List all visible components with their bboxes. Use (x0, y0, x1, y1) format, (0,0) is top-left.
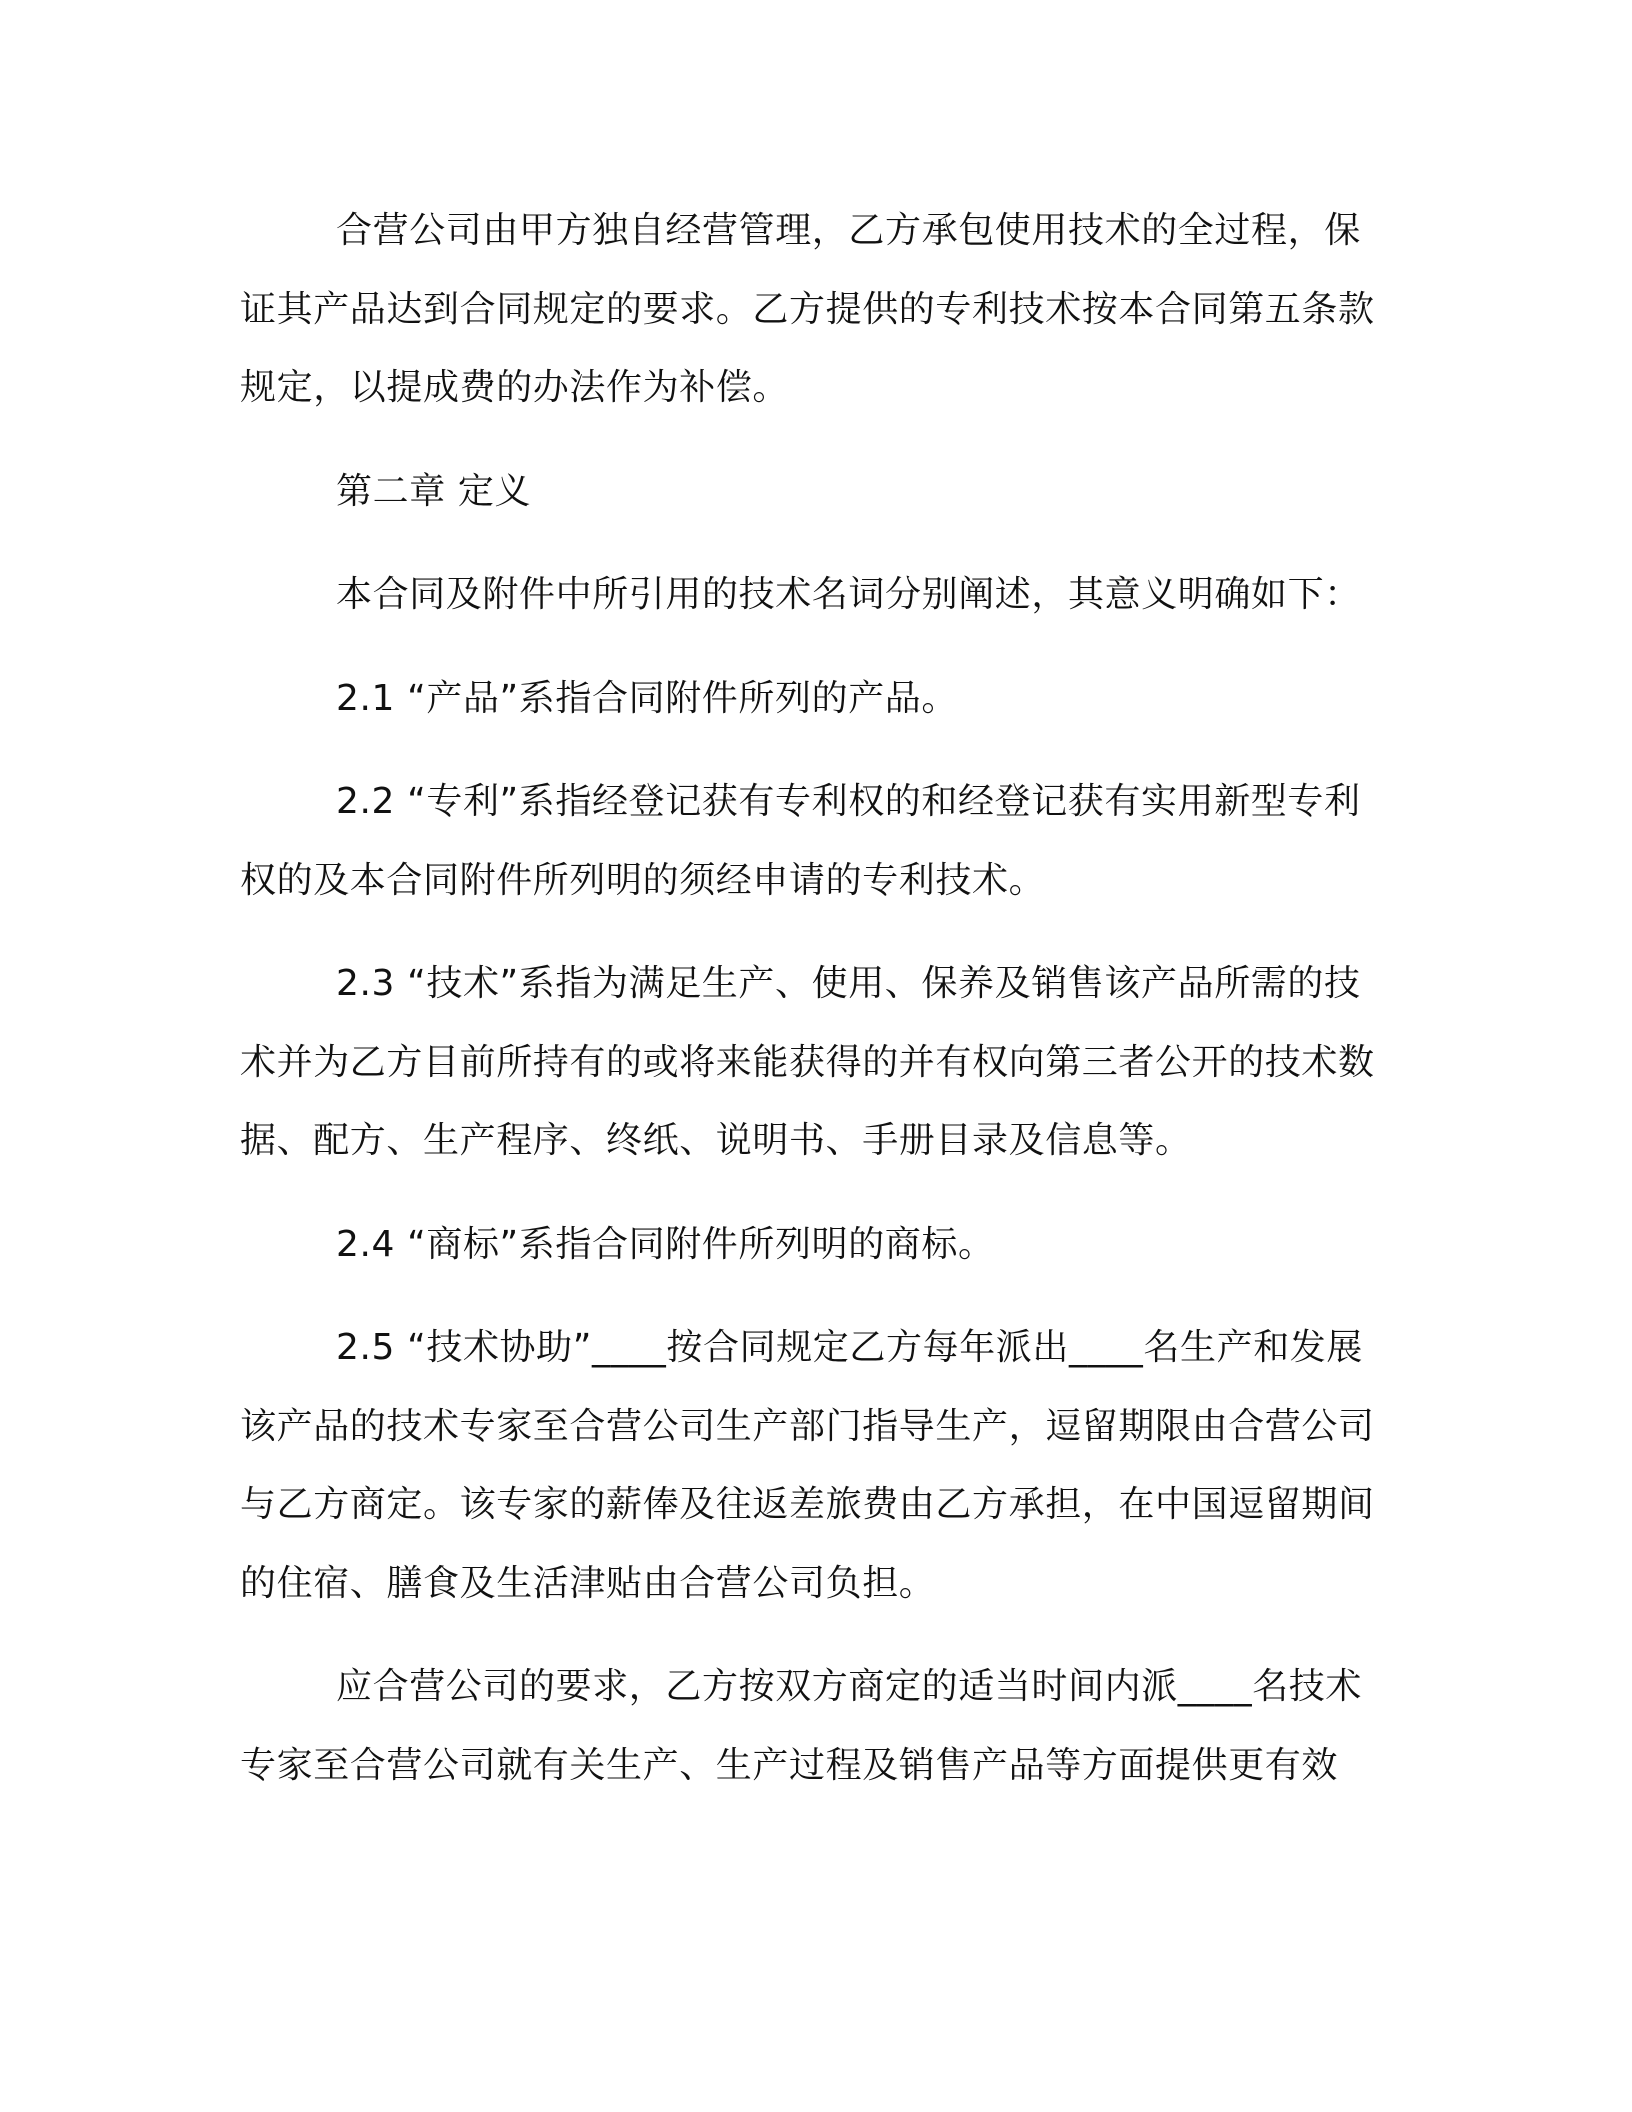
clause-2-5-technical-assistance: 2.5 “技术协助”____按合同规定乙方每年派出____名生产和发展该产品的技术专家至合营公司生产部门指导生产，逗留期限由合营公司与乙方商定。该专家的薪俸及往返差旅费由乙方承担，在中国逗留期间的住宿、膳食及生活津贴由合营公司负担。 (240, 1327, 1375, 1604)
document-body (240, 192, 1390, 1830)
clause-2-2-patent: 2.2 “专利”系指经登记获有专利权的和经登记获有实用新型专利权的及本合同附件所列明的须经申请的专利技术。 (240, 781, 1361, 901)
paragraph-expert-dispatch: 应合营公司的要求，乙方按双方商定的适当时间内派____名技术专家至合营公司就有关生产、生产过程及销售产品等方面提供更有效 (240, 1666, 1363, 1786)
clause-2-1-product: 2.1 “产品”系指合同附件所列的产品。 (336, 677, 958, 719)
chapter-heading-definitions: 第二章 定义 (336, 470, 532, 512)
clause-2-4-trademark: 2.4 “商标”系指合同附件所列明的商标。 (336, 1223, 995, 1265)
clause-2-3-technology: 2.3 “技术”系指为满足生产、使用、保养及销售该产品所需的技术并为乙方目前所持有的或将来能获得的并有权向第三者公开的技术数据、配方、生产程序、终纸、说明书、手册目录及信息等。 (240, 963, 1375, 1161)
paragraph-definitions-intro: 本合同及附件中所引用的技术名词分别阐述，其意义明确如下： (336, 574, 1361, 615)
paragraph-joint-venture-management: 合营公司由甲方独自经营管理，乙方承包使用技术的全过程，保证其产品达到合同规定的要求。乙方提供的专利技术按本合同第五条款规定，以提成费的办法作为补偿。 (240, 210, 1375, 408)
